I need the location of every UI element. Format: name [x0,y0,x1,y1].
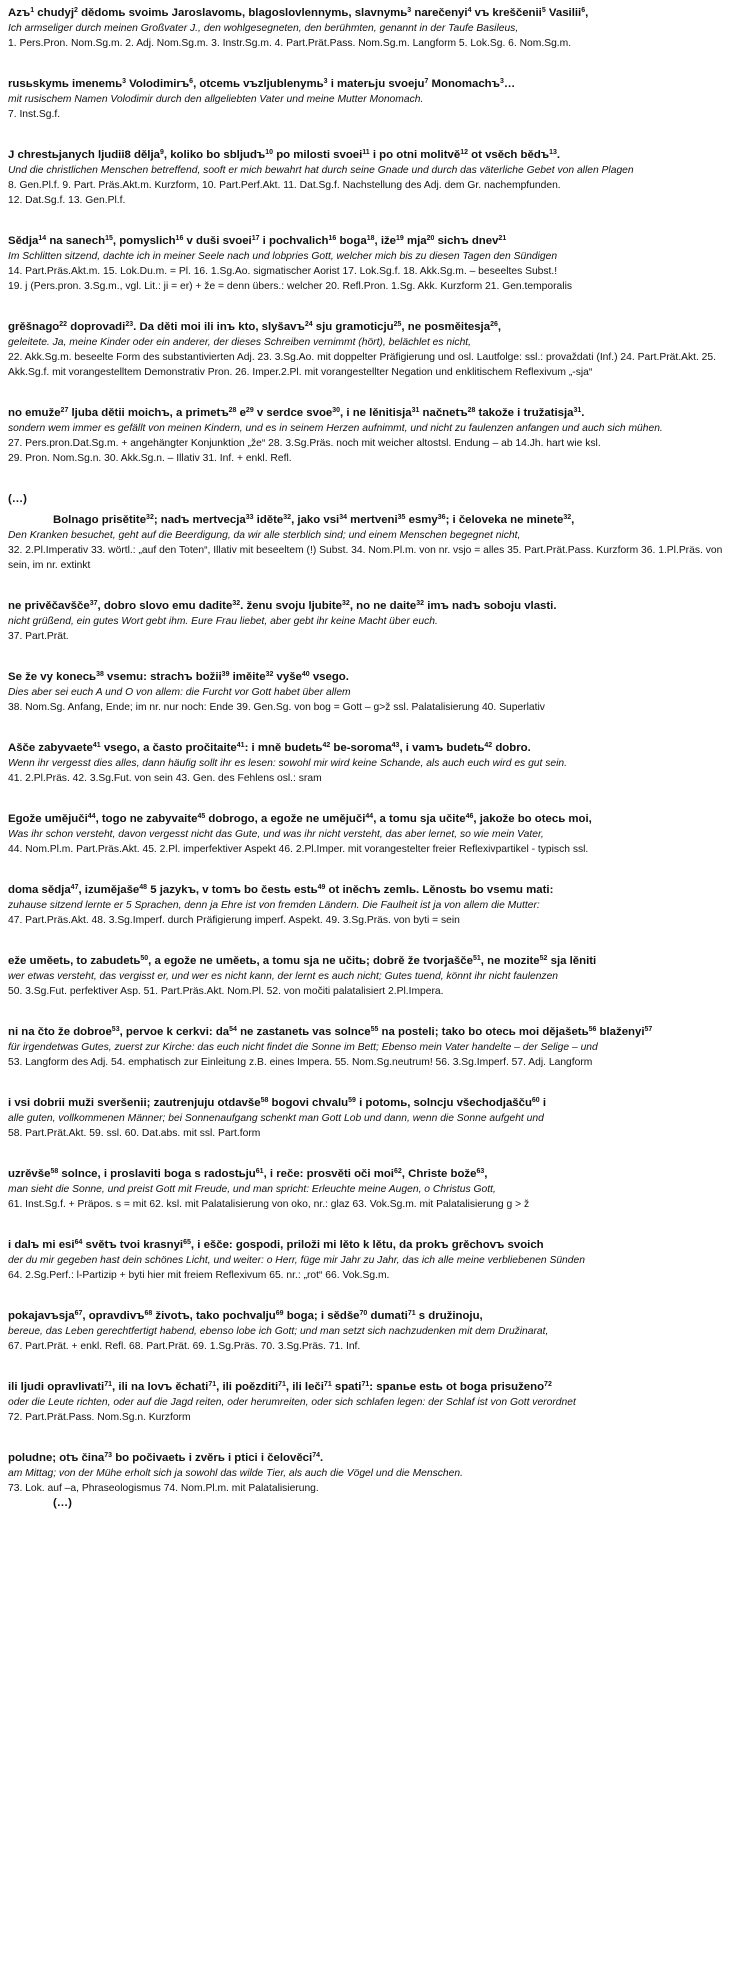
text-block [8,1167,736,1212]
translation-text: nicht grüßend, ein gutes Wort gebt ihm. Eure Frau liebet, aber gebt ihr keine Macht über euch. [8,616,438,627]
grammar-notes: 50. 3.Sg.Fut. perfektiver Asp. 51. Part.Präs.Akt. Nom.Pl. 52. von močiti palatalisiert 2.Pl.Impera. [8,986,444,997]
translation-text: Und die christlichen Menschen betreffend, sooft er mich bewahrt hat durch seine Gnade und durch das väterliche Gebet von allen Plagen [8,165,634,176]
grammar-notes: 47. Part.Präs.Akt. 48. 3.Sg.Imperf. durch Präfigierung imperf. Aspekt. 49. 3.Sg.Präs. von byti = sein [8,915,460,926]
text-block [8,6,736,51]
text-block [8,883,736,928]
original-text: doma sědja$^{47}$, izumějaše$^{48}$ 5 jazykъ, v tomъ bo čestь estь$^{49}$ ot iněchъ zemlь. Lěnostь bo vsemu mati: [8,884,554,896]
text-block [8,148,736,208]
translation-text: zuhause sitzend lernte er 5 Sprachen, denn ja Ehre ist von fremden Ländern. Die Faulheit ist ja von allem die Mutter: [8,900,540,911]
translation-text: mit rusischem Namen Volodimir durch den allgeliebten Vater und meine Mutter Monomach. [8,94,424,105]
original-text: Sědja$^{14}$ na sanech$^{15}$, pomyslich$^{16}$ v duši svoei$^{17}$ i pochvalich$^{16}$ boga$^{18}$, iže$^{19}$ mja$^{20}$ sichъ dnev$^{21}$ [8,235,507,247]
grammar-notes: 67. Part.Prät. + enkl. Refl. 68. Part.Prät. 69. 1.Sg.Präs. 70. 3.Sg.Präs. 71. Inf. [8,1341,361,1352]
translation-text: am Mittag; von der Mühe erholt sich ja sowohl das wilde Tier, als auch die Vögel und die Menschen. [8,1468,463,1479]
translation-text: oder die Leute richten, oder auf die Jagd reiten, oder herumreiten, oder sich schlafen legen: der Schlaf ist von Gott verordnet [8,1397,576,1408]
text-block [8,234,736,294]
translation-text: Im Schlitten sitzend, dachte ich in meiner Seele nach und lobpries Gott, welcher mich bis zu diesen Tagen den Sündigen [8,251,558,262]
translation-text: Ich armseliger durch meinen Großvater J., den wohlgesegneten, den berühmten, genannt in der Taufe Basileus, [8,23,519,34]
original-text: Egože umějuči$^{44}$, togo ne zabyvaite$^{45}$ dobrogo, a egože ne umějuči$^{44}$, a tomu sja učite$^{46}$, jakože bo otecь moi, [8,813,592,825]
omission-marker: (…) [8,493,27,505]
original-text: J chrestьjanych ljudii8 dělja$^9$, koliko bo sbljudъ$^{10}$ po milosti svoei$^{11}$ i po otni molitvě$^{12}$ ot vsěch bědъ$^{13}$. [8,149,561,161]
document-page [8,6,736,1511]
original-text: Se že vy konecь$^{38}$ vsemu: strachъ božii$^{39}$ iměite$^{32}$ vyše$^{40}$ vsego. [8,671,349,683]
original-text: ne privěčavšče$^{37}$, dobro slovo emu dadite$^{32}$. ženu svoju ljubite$^{32}$, no ne daite$^{32}$ imъ nadъ soboju vlasti. [8,600,557,612]
text-block [8,741,736,786]
grammar-notes: 41. 2.Pl.Präs. 42. 3.Sg.Fut. von sein 43. Gen. des Fehlens osl.: sram [8,773,322,784]
original-text: no emuže$^{27}$ ljuba dětii moichъ, a primetъ$^{28}$ $e^{29}$ v serdce svoe$^{30}$, i ne lěnitisja$^{31}$ načnetъ$^{28}$ takože i tružatisja$^{31}$. [8,407,585,419]
original-text: i vsi dobrii muži sveršenii; zautrenjuju otdavše$^{58}$ bogovi chvalu$^{59}$ i potomь, solncju všechodjašču$^{60}$ i [8,1097,547,1109]
grammar-notes: 37. Part.Prät. [8,631,69,642]
grammar-notes: 1. Pers.Pron. Nom.Sg.m. 2. Adj. Nom.Sg.m. 3. Instr.Sg.m. 4. Part.Prät.Pass. Nom.Sg.m. Langform 5. Lok.Sg. 6. Nom.Sg.m. [8,38,572,49]
text-block [8,1451,736,1511]
original-text: Ašče zabyvaete$^{41}$ vsego, a často pročitaite$^{41}$: i mně budetь$^{42}$ be-soroma$^{43}$, i vamъ budetь$^{42}$ dobro. [8,742,531,754]
translation-text: Den Kranken besuchet, geht auf die Beerdigung, da wir alle sterblich sind; und einem Menschen begegnet nicht, [8,530,521,541]
original-text: uzrěvše$^{58}$ solnce, i proslaviti boga s radostьju$^{61}$, i reče: prosvěti oči moi$^{62}$, Christe bože$^{63}$, [8,1168,488,1180]
translation-text: Wenn ihr vergesst dies alles, dann häufig sollt ihr es lesen: sowohl mir wird keine Schande, als auch euch wird es gut sein. [8,758,567,769]
omission-marker: (…) [53,1497,72,1509]
translation-text: Was ihr schon versteht, davon vergesst nicht das Gute, und was ihr nicht versteht, das aber lernet, so wie mein Vater, [8,829,544,840]
text-block [8,670,736,715]
grammar-notes: 61. Inst.Sg.f. + Präpos. s = mit 62. ksl. mit Palatalisierung von oko, nr.: glaz 63. Vok.Sg.m. mit Palatalisierung g > ž [8,1199,530,1210]
translation-text: alle guten, vollkommenen Männer; bei Sonnenaufgang schenkt man Gott Lob und dann, wenn die Sonne aufgeht und [8,1113,544,1124]
translation-text: sondern wem immer es gefällt von meinen Kindern, und es in seinem Herzen aufnimmt, und nicht zu faulenzen anfangen und auch sich mühen. [8,423,663,434]
text-block [8,77,736,122]
text-block [8,1309,736,1354]
original-text: pokajavъsja$^{67}$, opravdivъ$^{68}$ životъ, tako pochvalju$^{69}$ boga; i sědše$^{70}$ dumati$^{71}$ s družinoju, [8,1310,483,1322]
grammar-notes: 72. Part.Prät.Pass. Nom.Sg.n. Kurzform [8,1412,191,1423]
original-text: Bolnago prisětite$^{32}$; nadъ mertvecja$^{33}$ iděte$^{32}$, jako vsi$^{34}$ mertveni$^{35}$ esmy$^{36}$; i čeloveka ne minete$^{32}$, [53,514,575,526]
grammar-notes: 14. Part.Präs.Akt.m. 15. Lok.Du.m. = Pl. 16. 1.Sg.Ao. sigmatischer Aorist 17. Lok.Sg.f. 18. Akk.Sg.m. – beseeltes Subst.! 19. j (Pers.pron. 3.Sg.m., vgl. Lit.: ji = er) + že = denn übers.: welcher 20. Refl.Pron. 1.Sg. Akk. Kurzform 21. Gen.temporalis [8,266,573,292]
translation-text: bereue, das Leben gerechtfertigt habend, ebenso lobe ich Gott; und man setzt sich nachzudenken mit dem Družinarat, [8,1326,549,1337]
grammar-notes: 53. Langform des Adj. 54. emphatisch zur Einleitung z.B. eines Impera. 55. Nom.Sg.neutrum! 56. 3.Sg.Imperf. 57. Adj. Langform [8,1057,593,1068]
grammar-notes: 27. Pers.pron.Dat.Sg.m. + angehängter Konjunktion „že“ 28. 3.Sg.Präs. noch mit weicher altostsl. Endung – ab 14.Jh. hart wie ksl. 29. Pron. Nom.Sg.n. 30. Akk.Sg.n. – Illativ 31. Inf. + enkl. Refl. [8,438,601,464]
original-text: i dalъ mi esi$^{64}$ světъ tvoi krasnyi$^{65}$, i ešče: gospodi, priloži mi lěto k lětu, da prokъ grěchovъ svoich [8,1239,544,1251]
original-text: ni na čto že dobroe$^{53}$, pervoe k cerkvi: $da^{54}$ ne zastanetь vas solnce$^{55}$ na posteli; tako bo otecь moi dějašetь$^{56}$ blaženyi$^{57}$ [8,1026,653,1038]
translation-text: der du mir gegeben hast dein schönes Licht, und weiter: o Herr, füge mir Jahr zu Jahr, das ich alle meine verbliebenen Sünden [8,1255,585,1266]
translation-text: geleitete. Ja, meine Kinder oder ein anderer, der dieses Schreiben vernimmt (hört), belächlet es nicht, [8,337,472,348]
original-text: Azъ$^1$ chudyj$^2$ dědomь svoimь Jaroslavomь, blagoslovlennymь, slavnymь$^3$ narečenyi$^4$ vъ kreščenii$^5$ Vasilii$^6$, [8,7,589,19]
grammar-notes: 22. Akk.Sg.m. beseelte Form des substantivierten Adj. 23. 3.Sg.Ao. mit doppelter Präfigierung und osl. Lautfolge: ssl.: provaždati (Inf.) 24. Part.Prät.Akt. 25. Akk.Sg.f. mit vorangestelltem Demonstrativ Pron. 26. Imper.2.Pl. mit vorangestellter Negation und enklitischem Reflexivum „-sja“ [8,352,716,378]
original-text: eže uměetь, to zabudetь$^{50}$, a egože ne uměetь, a tomu sja ne učitь; dobrě že tvorjašče$^{51}$, ne mozite$^{52}$ sja lěniti [8,955,597,967]
translation-text: Dies aber sei euch A und O von allem: die Furcht vor Gott habet über allem [8,687,351,698]
translation-text: wer etwas versteht, das vergisst er, und wer es nicht kann, der lernt es auch nicht; Gutes tuend, könnt ihr nicht faulenzen [8,971,559,982]
translation-text: man sieht die Sonne, und preist Gott mit Freude, und man spricht: Erleuchte meine Augen, o Christus Gott, [8,1184,496,1195]
text-block [8,492,736,573]
translation-text: für irgendetwas Gutes, zuerst zur Kirche: das euch nicht findet die Sonne im Bett; Ebenso mein Vater handelte – der Selige – und [8,1042,598,1053]
original-text: rusьskymь imenemь$^3$ Volodimirъ$^6$, otcemь vъzljublenymь$^3$ i materьju svoeju$^7$ Monomachъ$^3$… [8,78,516,90]
text-block [8,954,736,999]
grammar-notes: 38. Nom.Sg. Anfang, Ende; im nr. nur noch: Ende 39. Gen.Sg. von bog = Gott – g>ž ssl. Palatalisierung 40. Superlativ [8,702,545,713]
text-block [8,406,736,466]
original-text: ili ljudi opravlivati$^{71}$, ili na lovъ ěchati$^{71}$, ili poězditi$^{71}$, ili leči$^{71}$ spati$^{71}$: spanьe estь ot boga prisuženo$^{72}$ [8,1381,552,1393]
text-block [8,1380,736,1425]
original-text: grěšnago$^{22}$ doprovadi$^{23}$. Da děti moi ili inъ kto, slyšavъ$^{24}$ sju gramoticju$^{25}$, ne posměitesja$^{26}$, [8,321,502,333]
grammar-notes: 44. Nom.Pl.m. Part.Präs.Akt. 45. 2.Pl. imperfektiver Aspekt 46. 2.Pl.Imper. mit vorangestelter freier Reflexivpartikel - typisch ssl. [8,844,589,855]
text-block [8,599,736,644]
grammar-notes: 73. Lok. auf –a, Phraseologismus 74. Nom.Pl.m. mit Palatalisierung. [8,1483,319,1494]
text-block [8,812,736,857]
grammar-notes: 7. Inst.Sg.f. [8,109,61,120]
text-block [8,1238,736,1283]
text-block [8,1025,736,1070]
text-block [8,320,736,380]
text-block [8,1096,736,1141]
original-text: poludne; otъ čina$^{73}$ bo počivaetь i zvěrь i ptici i čelověci$^{74}$. [8,1452,324,1464]
grammar-notes: 58. Part.Prät.Akt. 59. ssl. 60. Dat.abs. mit ssl. Part.form [8,1128,261,1139]
grammar-notes: 8. Gen.Pl.f. 9. Part. Präs.Akt.m. Kurzform, 10. Part.Perf.Akt. 11. Dat.Sg.f. Nachstellung des Adj. dem Gr. nachempfunden. 12. Dat.Sg.f. 13. Gen.Pl.f. [8,180,561,206]
grammar-notes: 64. 2.Sg.Perf.: l-Partizip + byti hier mit freiem Reflexivum 65. nr.: „rot“ 66. Vok.Sg.m. [8,1270,390,1281]
grammar-notes: 32. 2.Pl.Imperativ 33. wörtl.: „auf den Toten“, Illativ mit beseeltem (!) Subst. 34. Nom.Pl.m. von nr. vsjo = alles 35. Part.Prät.Pass. Kurzform 36. 1.Pl.Präs. von sein, im nr. extinkt [8,545,723,571]
